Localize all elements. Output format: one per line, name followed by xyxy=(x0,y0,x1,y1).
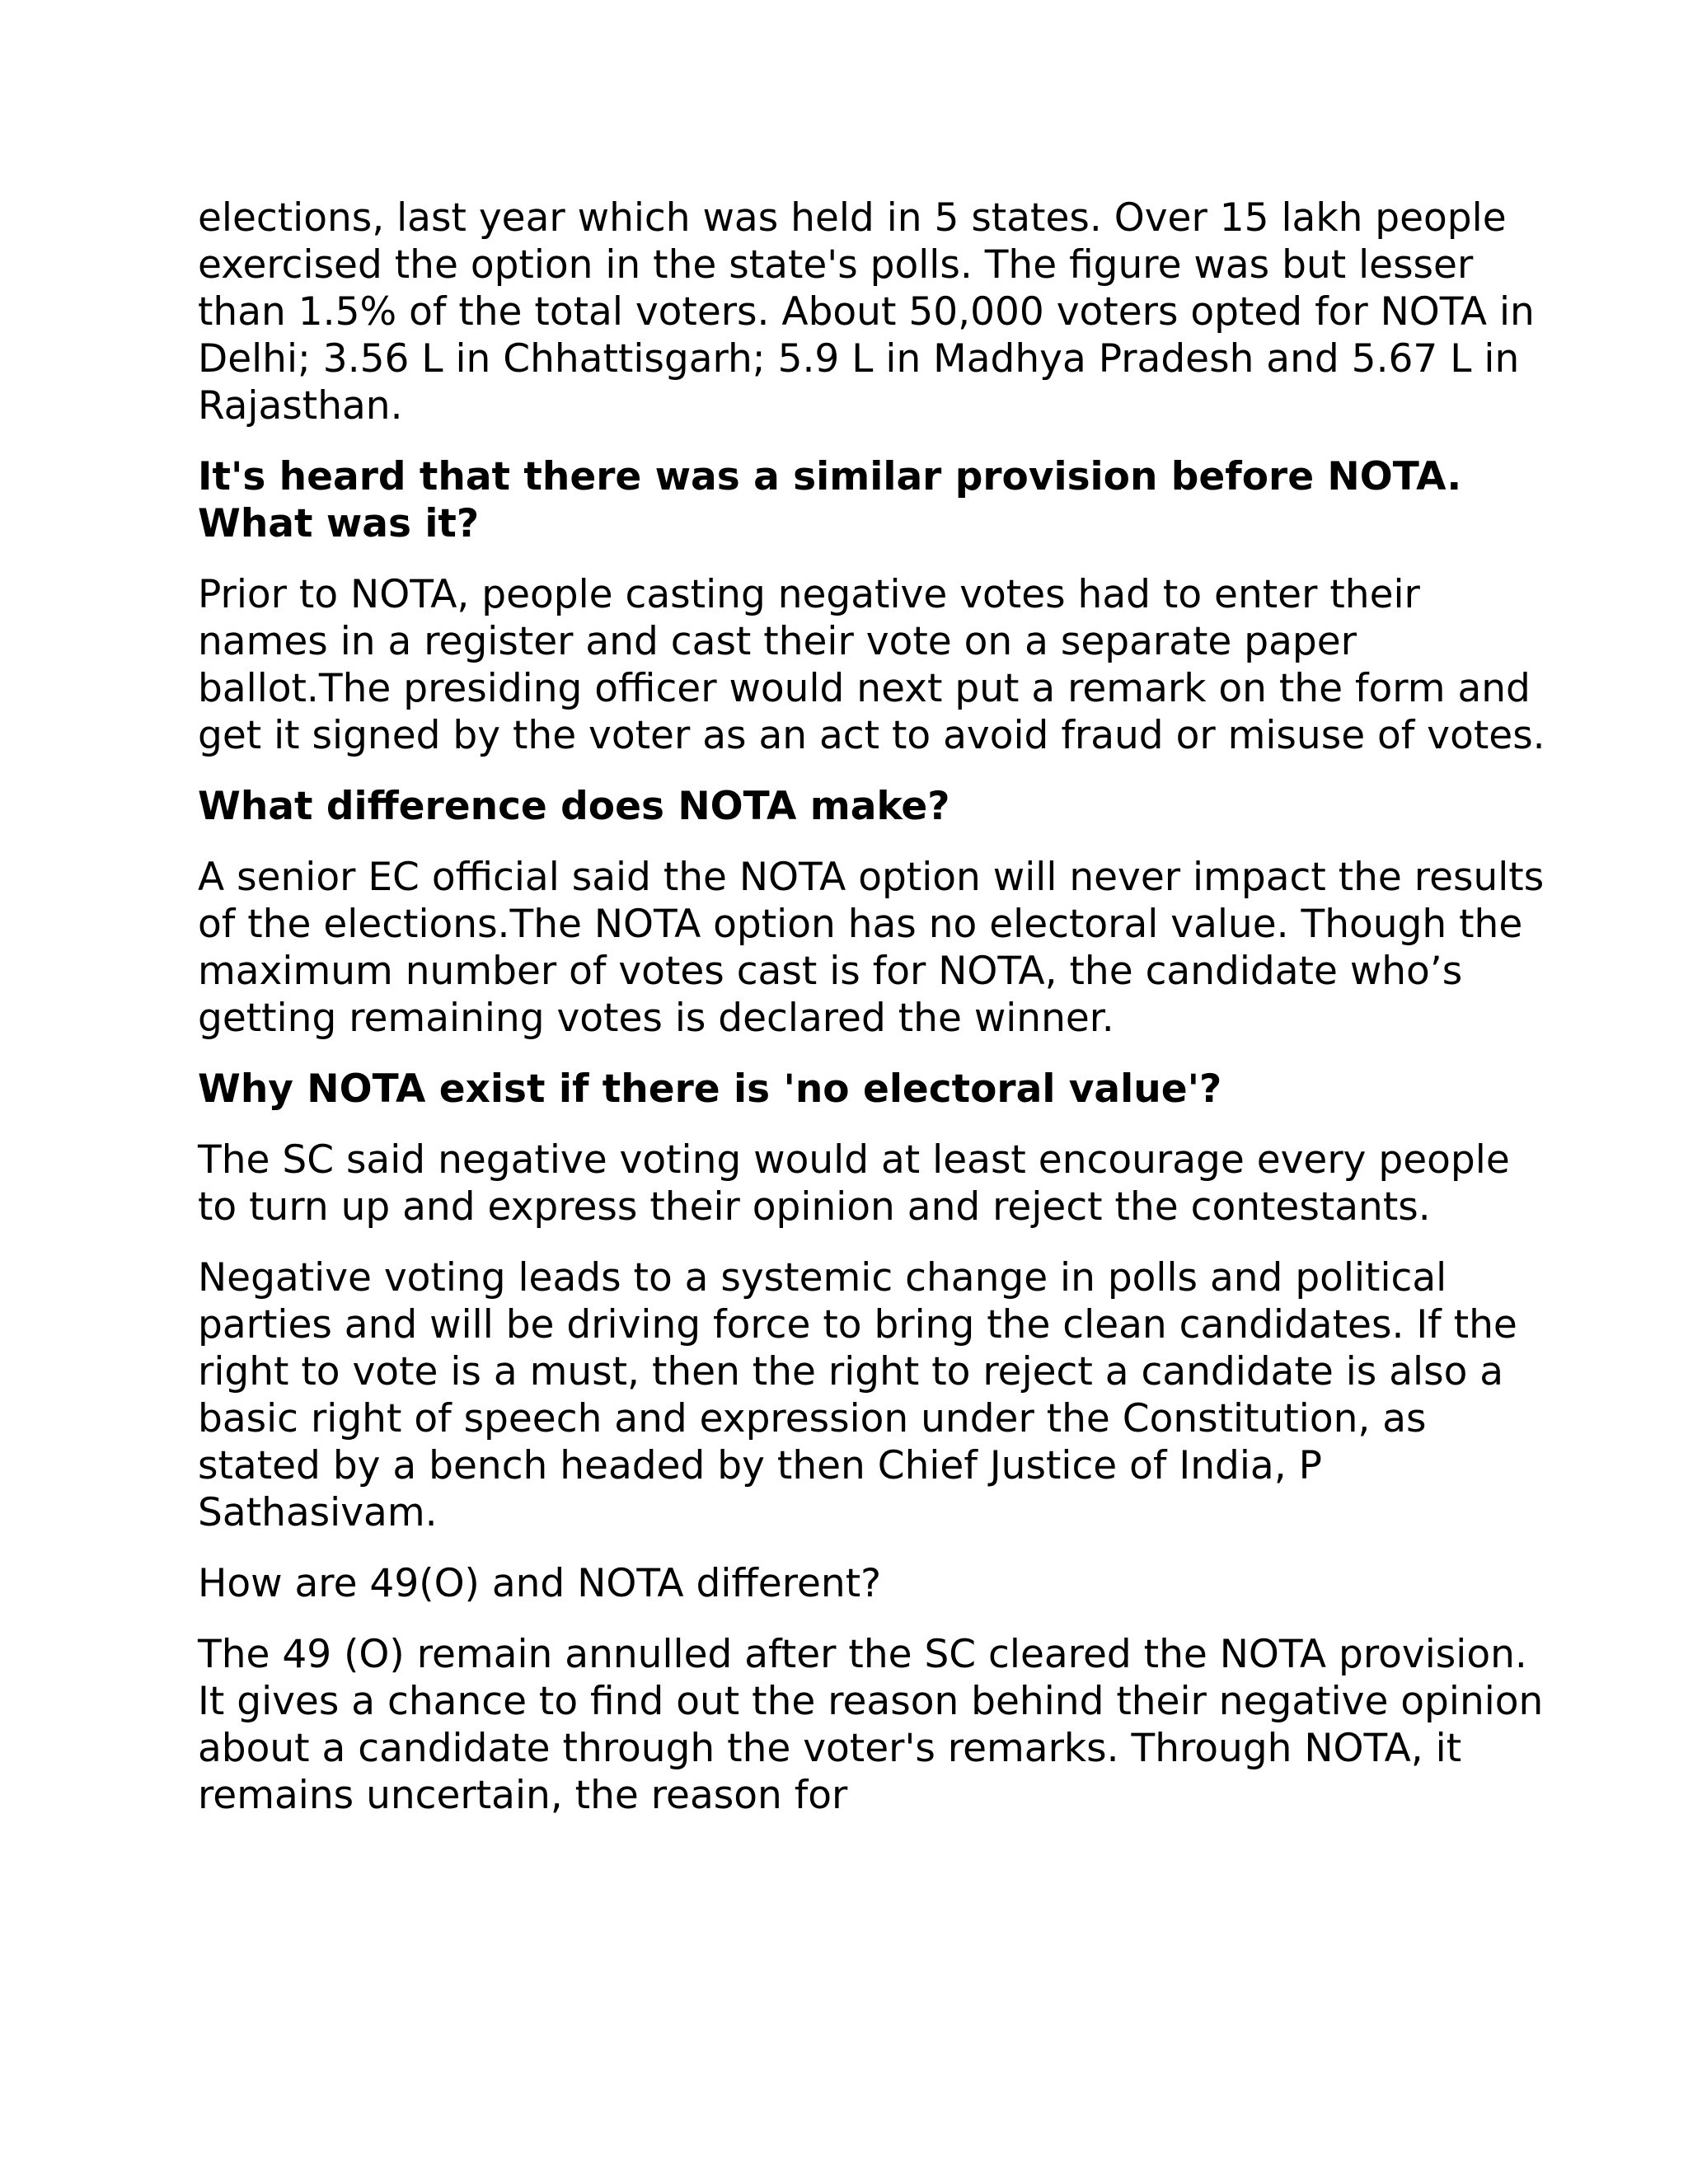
paragraph-systemic-change: Negative voting leads to a systemic change in polls and political parties and will be driving force to bring the clean candidates. If the right to vote is a must, then the right to reject a candidate is also a basic right of speech and expression under the Constitution, as stated by a bench headed by then Chief Justice of India, P Sathasivam. xyxy=(198,1255,1517,1535)
paragraph-question-49o: How are 49(O) and NOTA different? xyxy=(198,1561,882,1606)
paragraph-sc-negative-voting: The SC said negative voting would at least encourage every people to turn up and express their opinion and reject the contestants. xyxy=(198,1137,1510,1230)
document-page xyxy=(198,194,1550,1843)
heading-nota-difference: What difference does NOTA make? xyxy=(198,784,950,829)
paragraph-prior-to-nota: Prior to NOTA, people casting negative votes had to enter their names in a register and cast their vote on a separate paper ballot.The presiding officer would next put a remark on the form and get it signed by the voter as an act to avoid fraud or misuse of votes. xyxy=(198,572,1545,758)
heading-why-nota-exists: Why NOTA exist if there is 'no electoral value'? xyxy=(198,1066,1222,1112)
paragraph-state-poll-figures: elections, last year which was held in 5 states. Over 15 lakh people exercised the option in the state's polls. The figure was but lesser than 1.5% of the total voters. About 50,000 voters opted for NOTA in Delhi; 3.56 L in Chhattisgarh; 5.9 L in Madhya Pradesh and 5.67 L in Rajasthan. xyxy=(198,195,1535,429)
heading-similar-provision: It's heard that there was a similar provision before NOTA. What was it? xyxy=(198,454,1462,546)
paragraph-49o-annulled: The 49 (O) remain annulled after the SC cleared the NOTA provision. It gives a chance to find out the reason behind their negative opinion about a candidate through the voter's remarks. Through NOTA, it remains uncertain, the reason for xyxy=(198,1632,1544,1818)
paragraph-ec-official: A senior EC official said the NOTA option will never impact the results of the elections.The NOTA option has no electoral value. Though the maximum number of votes cast is for NOTA, the candidate who’s getting remaining votes is declared the winner. xyxy=(198,855,1545,1041)
